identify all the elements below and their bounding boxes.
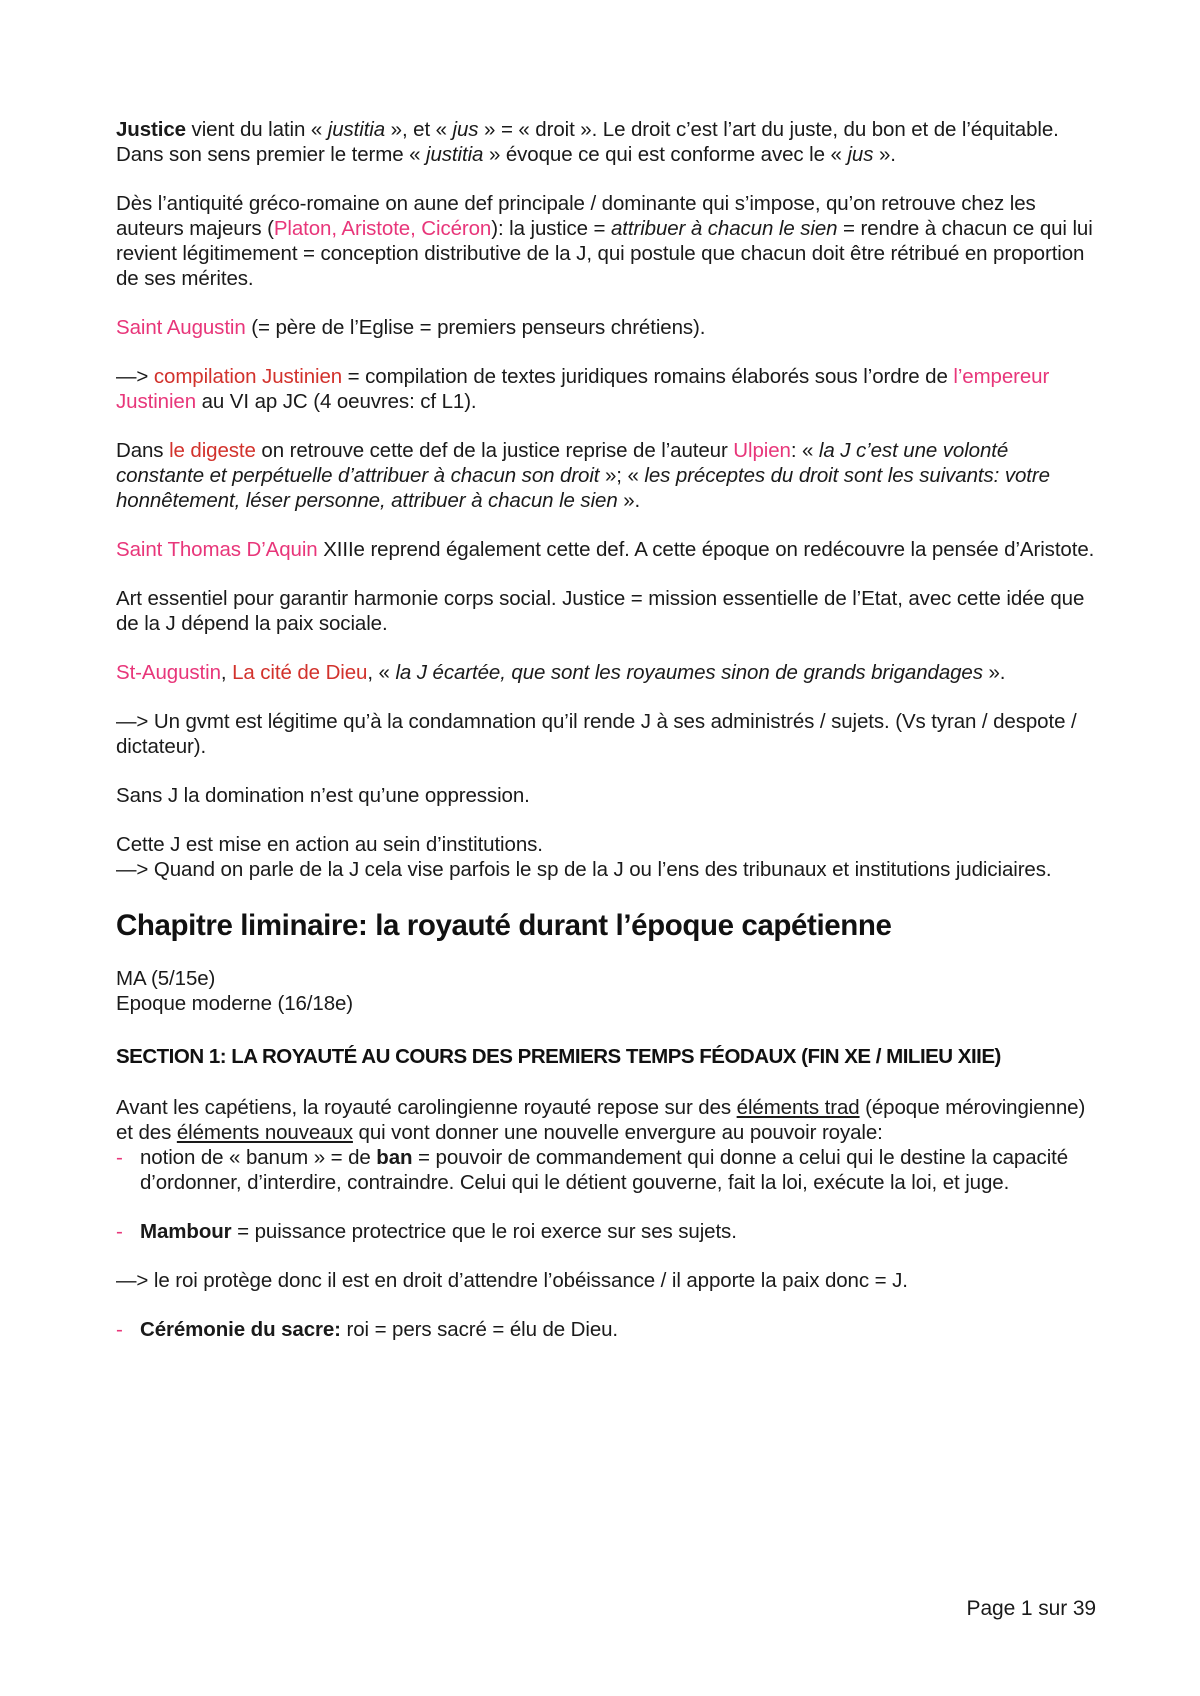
highlight-work: La cité de Dieu (232, 661, 368, 684)
text-span: ». (982, 661, 1006, 684)
highlight-authors: Platon, Aristote, Cicéron (273, 217, 492, 240)
dash-bullet: - (116, 1318, 123, 1341)
text-span: = pouvoir de commandement qui donne a celui qui le destine la capacité d’ordonner, d’interdire, contraindre. Celui qui le détient gouverne, fait la loi, exécute la loi, et juge. (140, 1146, 1069, 1194)
art-paragraph: Art essentiel pour garantir harmonie corps social. Justice = mission essentielle de l’Etat, avec cette idée que de la J dépend la paix sociale. (116, 587, 1085, 635)
institutions-paragraph-2: —> Quand on parle de la J cela vise parfois le sp de la J ou l’ens des tribunaux et institutions judiciaires. (116, 858, 1052, 881)
term-mambour: Mambour (140, 1220, 232, 1243)
text-span: Avant les capétiens, la royauté carolingienne royauté repose sur des (116, 1096, 737, 1119)
text-span: : « (790, 439, 819, 462)
bullet-list (116, 1219, 1096, 1244)
bullet-list (116, 1145, 1096, 1195)
page-number: Page 1 sur 39 (966, 1597, 1096, 1620)
intro-paragraph-2 (116, 142, 1096, 167)
thomas-paragraph (116, 537, 1096, 562)
text-span: » = « droit ». Le droit c’est l’art du juste, du bon et de l’équitable. (478, 118, 1059, 141)
text-span: vient du latin « (185, 118, 328, 141)
protege-paragraph: —> le roi protège donc il est en droit d’attendre l’obéissance / il apporte la paix donc = J. (116, 1269, 908, 1292)
digeste-paragraph (116, 438, 1096, 513)
highlight-author: Saint Augustin (116, 316, 246, 339)
augustin-paragraph (116, 315, 1096, 340)
text-span: = puissance protectrice que le roi exerce sur ses sujets. (231, 1220, 737, 1243)
avant-paragraph (116, 1095, 1096, 1145)
text-span: (= père de l’Eglise = premiers penseurs chrétiens). (245, 316, 706, 339)
text-span: = rendre à chacun ce qui lui revient légitimement = conception distributive de la J, qui postule que chacun doit être rétribué en proportion de ses mérites. (116, 217, 1093, 290)
text-span: », et « (385, 118, 453, 141)
text-span: (époque mérovingienne) et des (116, 1096, 1086, 1144)
term-ban: ban (376, 1146, 413, 1169)
text-span: Dans (116, 439, 170, 462)
bullet-list (116, 1317, 1096, 1342)
highlight-term: compilation Justinien (153, 365, 343, 388)
text-span: ». (617, 489, 641, 512)
text-span: on retrouve cette def de la justice reprise de l’auteur (255, 439, 734, 462)
list-item (116, 1219, 1096, 1244)
term-justitia: justitia (327, 118, 386, 141)
highlight-author: l’empereur Justinien (116, 365, 1050, 413)
dash-bullet: - (116, 1146, 123, 1169)
text-span: , « (367, 661, 396, 684)
term-jus: jus (452, 118, 479, 141)
text-span: ». (873, 143, 896, 166)
intro-paragraph (116, 117, 1096, 142)
quote-text: les préceptes du droit sont les suivants: votre honnêtement, léser personne, attribuer à chacun le sien (116, 464, 1050, 512)
highlight-author: St-Augustin (116, 661, 221, 684)
text-span: roi = pers sacré = élu de Dieu. (340, 1318, 619, 1341)
quote-text: la J c’est une volonté constante et perpétuelle d’attribuer à chacun son droit (116, 439, 1009, 487)
list-item (116, 1317, 1096, 1342)
highlight-author: Ulpien (733, 439, 791, 462)
text-span: Dès l’antiquité gréco-romaine on aune def principale / dominante qui s’impose, qu’on retrouve chez les auteurs majeurs ( (116, 192, 1036, 240)
highlight-term: le digeste (169, 439, 256, 462)
dash-bullet: - (116, 1220, 123, 1243)
text-span: = compilation de textes juridiques romains élaborés sous l’ordre de (342, 365, 954, 388)
chapter-title: Chapitre liminaire: la royauté durant l’époque capétienne (116, 909, 892, 942)
highlight-author: Saint Thomas D’Aquin (116, 538, 318, 561)
section-title: SECTION 1: LA ROYAUTÉ AU COURS DES PREMIERS TEMPS FÉODAUX (FIN XE / MILIEU XIIE) (116, 1045, 1001, 1068)
text-span: qui vont donner une nouvelle envergure au pouvoir royale: (352, 1121, 883, 1144)
cite-paragraph (116, 660, 1096, 685)
justinien-paragraph (116, 364, 1096, 414)
text-span: ): la justice = (491, 217, 611, 240)
term-sacre: Cérémonie du sacre: (140, 1318, 341, 1341)
quote-text: la J écartée, que sont les royaumes sinon de grands brigandages (395, 661, 983, 684)
text-span: » évoque ce qui est conforme avec le « (483, 143, 848, 166)
text-span: »; « (599, 464, 645, 487)
sansj-paragraph: Sans J la domination n’est qu’une oppression. (116, 784, 530, 807)
underlined-term: éléments trad (736, 1096, 860, 1119)
period-moderne: Epoque moderne (16/18e) (116, 992, 354, 1015)
text-span: Dans son sens premier le terme « (116, 143, 427, 166)
term-justice: Justice (116, 118, 186, 141)
arrow-text: —> (116, 365, 154, 388)
period-ma: MA (5/15e) (116, 967, 216, 990)
antique-paragraph (116, 191, 1096, 291)
text-span: , (220, 661, 233, 684)
institutions-paragraph: Cette J est mise en action au sein d’institutions. (116, 833, 543, 856)
page-content (116, 117, 1096, 1342)
underlined-term: éléments nouveaux (176, 1121, 353, 1144)
text-span: au VI ap JC (4 oeuvres: cf L1). (196, 390, 477, 413)
term-justitia: justitia (426, 143, 484, 166)
emphasis-text: attribuer à chacun le sien (610, 217, 838, 240)
gvmt-paragraph: —> Un gvmt est légitime qu’à la condamnation qu’il rende J à ses administrés / sujets. (Vs tyran / despote / dictateur). (116, 710, 1077, 758)
text-span: notion de « banum » = de (140, 1146, 377, 1169)
term-jus: jus (847, 143, 874, 166)
text-span: XIIIe reprend également cette def. A cette époque on redécouvre la pensée d’Aristote. (317, 538, 1095, 561)
list-item (116, 1145, 1096, 1195)
